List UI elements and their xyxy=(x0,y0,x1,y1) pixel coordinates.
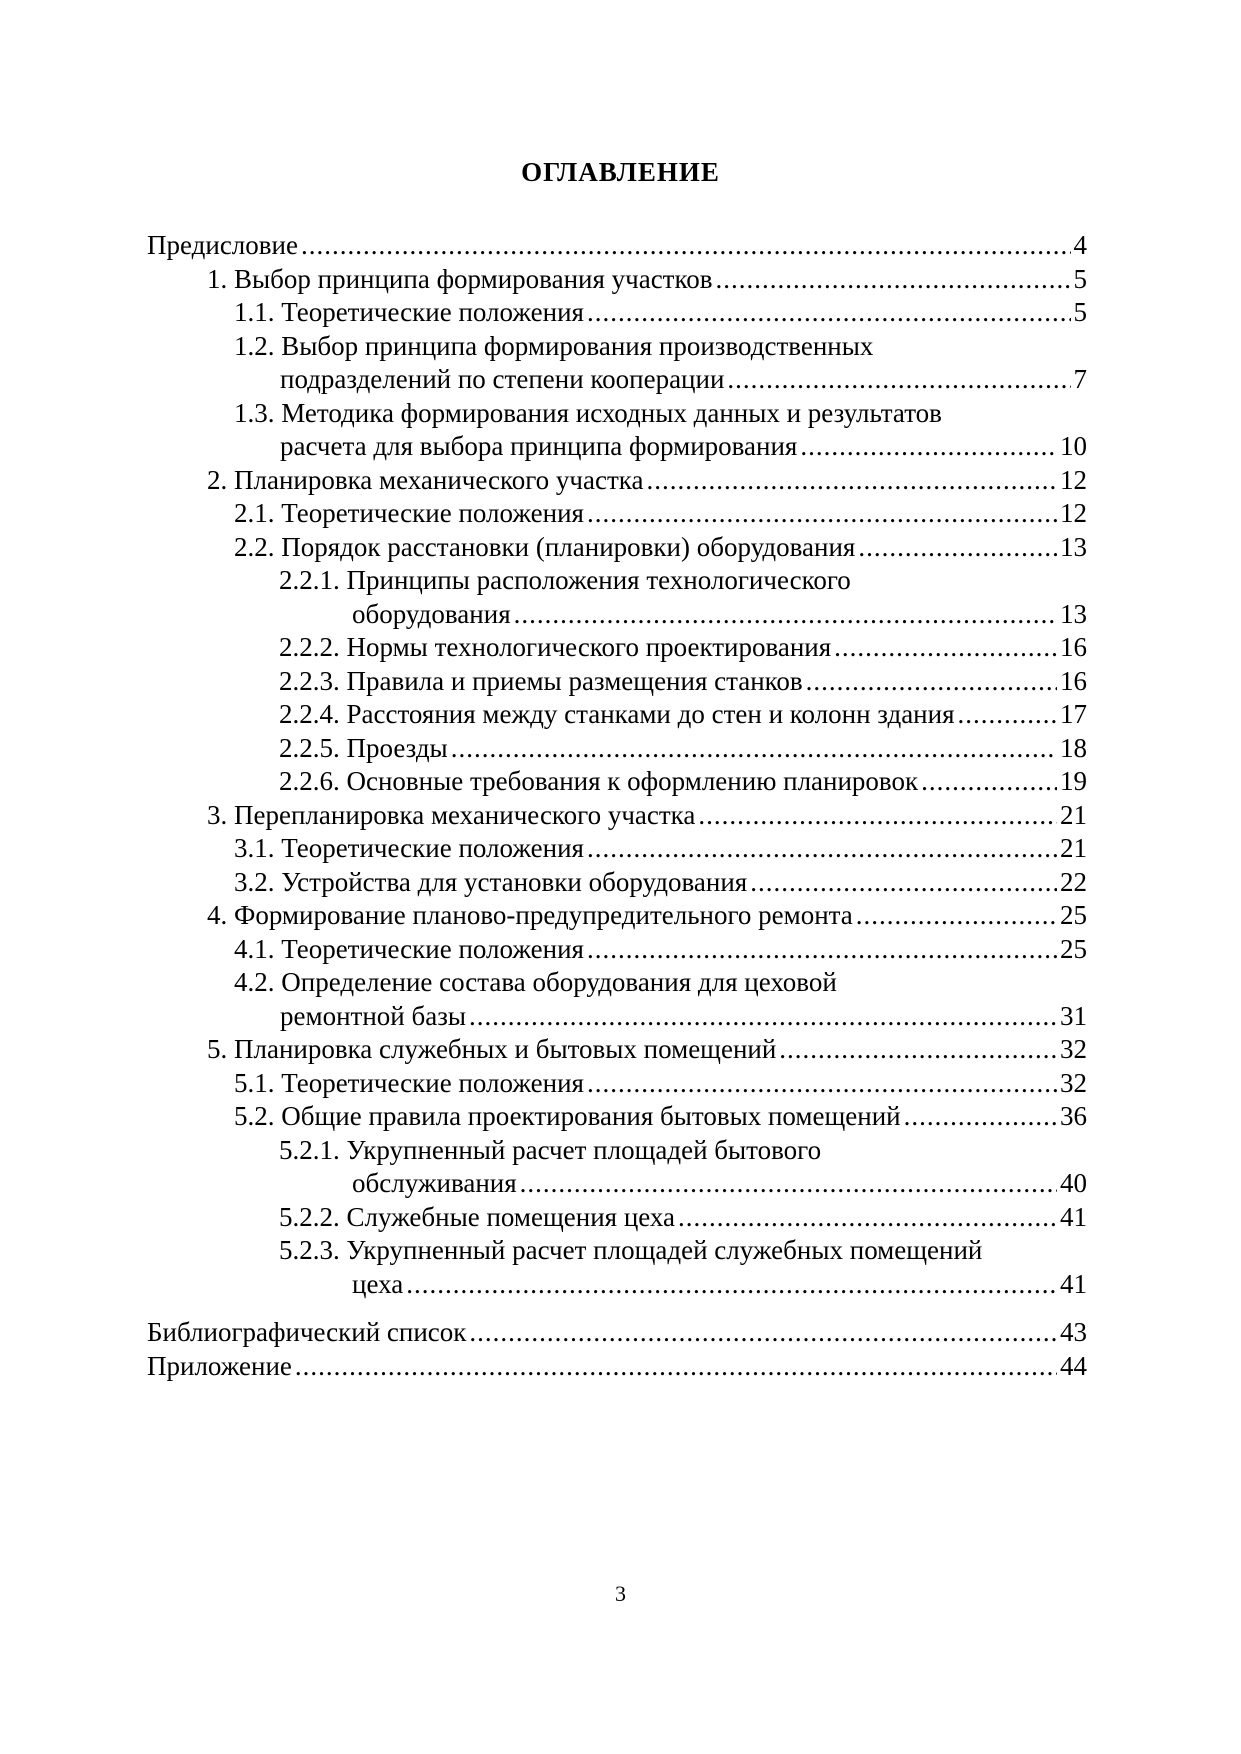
toc-entry xyxy=(147,933,1087,967)
toc-entry-title: 3.1. Теоретические положения xyxy=(234,833,584,863)
toc-entry-title: 1. Выбор принципа формирования участков xyxy=(207,263,713,294)
toc-entry-title: Приложение xyxy=(147,1350,292,1381)
dot-leader xyxy=(520,1167,1057,1201)
toc-entry-title: 2.2.3. Правила и приемы размещения станков xyxy=(279,665,803,696)
toc-entry-page: 12 xyxy=(1060,464,1087,495)
toc-entry-page: 10 xyxy=(1060,431,1087,461)
toc-entry-title: Библиографический список xyxy=(147,1317,467,1347)
toc-entry-page: 43 xyxy=(1060,1317,1087,1347)
toc-entry xyxy=(147,464,1087,498)
toc-entry xyxy=(147,665,1087,699)
toc-entry xyxy=(147,1234,1087,1301)
toc-entry xyxy=(147,966,1087,1033)
toc-entry xyxy=(147,732,1087,766)
toc-entry xyxy=(147,1033,1087,1067)
toc-entry xyxy=(147,330,1087,397)
toc-entry-page: 19 xyxy=(1060,766,1087,796)
toc-entry-page: 16 xyxy=(1060,665,1087,696)
toc-entry-page: 31 xyxy=(1060,1000,1087,1031)
toc-entry-title-line1: 1.2. Выбор принципа формирования производственных xyxy=(234,330,874,361)
dot-leader xyxy=(469,1000,1057,1034)
dot-leader xyxy=(406,1268,1057,1302)
toc-entry xyxy=(147,497,1087,531)
toc-entry-title: цеха xyxy=(352,1268,404,1299)
toc-entry-title: ремонтной базы xyxy=(280,1000,466,1031)
dot-leader xyxy=(587,832,1057,866)
toc-entry-page: 13 xyxy=(1060,531,1087,562)
dot-leader xyxy=(806,665,1057,699)
dot-leader xyxy=(451,732,1057,766)
toc-entry-title: 5.1. Теоретические положения xyxy=(234,1067,584,1098)
toc-entry-page: 40 xyxy=(1060,1168,1087,1198)
dot-leader xyxy=(678,1201,1057,1235)
toc-entry xyxy=(147,1067,1087,1101)
toc-entry-page: 41 xyxy=(1060,1201,1087,1232)
toc-entry-page: 21 xyxy=(1060,833,1087,863)
toc-entry-title: 2.2.6. Основные требования к оформлению планировок xyxy=(279,766,919,796)
toc-entry-title: обслуживания xyxy=(352,1168,517,1198)
toc-entry-title: 2. Планировка механического участка xyxy=(207,464,644,495)
dot-leader xyxy=(587,933,1057,967)
toc-entry-page: 12 xyxy=(1060,498,1087,528)
dot-leader xyxy=(698,799,1057,833)
toc-entry-page: 16 xyxy=(1060,632,1087,662)
toc-entry xyxy=(147,631,1087,665)
toc-entry-page: 25 xyxy=(1060,900,1087,930)
dot-leader xyxy=(295,1350,1057,1384)
toc-entry-page: 5 xyxy=(1073,297,1087,327)
toc-entry xyxy=(147,263,1087,297)
toc-entry-title: 3.2. Устройства для установки оборудования xyxy=(234,866,748,897)
toc-entry-title-line1: 5.2.1. Укрупненный расчет площадей бытового xyxy=(279,1134,822,1165)
dot-leader xyxy=(856,899,1057,933)
dot-leader xyxy=(904,1100,1057,1134)
toc-entry-page: 32 xyxy=(1060,1067,1087,1098)
toc-entry-page: 25 xyxy=(1060,933,1087,964)
toc-entry-title: 2.2.4. Расстояния между станками до стен и колонн здания xyxy=(279,699,955,729)
toc-entry-title-line1: 1.3. Методика формирования исходных данных и результатов xyxy=(234,397,942,428)
dot-leader xyxy=(646,464,1057,498)
toc-entry-title: 5.2. Общие правила проектирования бытовых помещений xyxy=(234,1101,901,1131)
toc-entry-title-line1: 4.2. Определение состава оборудования для цеховой xyxy=(234,967,837,997)
dot-leader xyxy=(587,296,1071,330)
toc-entry xyxy=(147,866,1087,900)
toc-entry xyxy=(147,397,1087,464)
toc-entry-title: 5. Планировка служебных и бытовых помещений xyxy=(207,1034,777,1064)
toc-entry-title: подразделений по степени кооперации xyxy=(280,364,725,394)
toc-entry-title: оборудования xyxy=(352,598,511,629)
dot-leader xyxy=(779,1033,1057,1067)
toc-entry-title: 3. Перепланировка механического участка xyxy=(207,799,696,830)
dot-leader xyxy=(301,229,1071,263)
toc-entry-title: 2.1. Теоретические положения xyxy=(234,498,584,528)
toc-entry-title: 2.2. Порядок расстановки (планировки) оборудования xyxy=(234,531,856,562)
toc-entry xyxy=(147,832,1087,866)
dot-leader xyxy=(469,1316,1057,1350)
dot-leader xyxy=(750,866,1057,900)
toc-entry-page: 7 xyxy=(1073,364,1087,394)
toc-entry-page: 32 xyxy=(1060,1034,1087,1064)
toc-entry-page: 13 xyxy=(1060,598,1087,629)
toc-entry-title: Предисловие xyxy=(147,230,298,260)
toc-entry-title: 4. Формирование планово-предупредительного ремонта xyxy=(207,900,853,930)
toc-entry xyxy=(147,229,1087,263)
toc-entry-title: 2.2.5. Проезды xyxy=(279,732,448,763)
dot-leader xyxy=(587,1067,1057,1101)
toc-entry-title: 1.1. Теоретические положения xyxy=(234,297,584,327)
page-title: ОГЛАВЛЕНИЕ xyxy=(521,157,720,187)
toc-entry-title-line1: 5.2.3. Укрупненный расчет площадей служебных помещений xyxy=(279,1235,983,1265)
toc-entry xyxy=(147,296,1087,330)
table-of-contents xyxy=(147,229,1087,1383)
toc-entry xyxy=(147,1134,1087,1201)
toc-entry-title: 5.2.2. Служебные помещения цеха xyxy=(279,1201,676,1232)
dot-leader xyxy=(800,430,1057,464)
toc-entry-page: 18 xyxy=(1060,732,1087,763)
dot-leader xyxy=(715,263,1070,297)
toc-entry-title: расчета для выбора принципа формирования xyxy=(280,431,798,461)
toc-entry xyxy=(147,698,1087,732)
toc-entry-title: 2.2.2. Нормы технологического проектирования xyxy=(279,632,832,662)
toc-entry xyxy=(147,531,1087,565)
toc-entry xyxy=(147,799,1087,833)
toc-entry xyxy=(147,564,1087,631)
dot-leader xyxy=(834,631,1057,665)
toc-entry xyxy=(147,1201,1087,1235)
toc-entry-page: 22 xyxy=(1060,866,1087,897)
toc-entry-page: 17 xyxy=(1060,699,1087,729)
toc-entry-page: 4 xyxy=(1073,230,1087,260)
dot-leader xyxy=(958,698,1057,732)
toc-entry-page: 21 xyxy=(1060,799,1087,830)
dot-leader xyxy=(858,531,1057,565)
toc-entry xyxy=(147,899,1087,933)
dot-leader xyxy=(727,363,1070,397)
dot-leader xyxy=(514,598,1057,632)
toc-entry-title: 4.1. Теоретические положения xyxy=(234,933,584,964)
toc-entry-page: 41 xyxy=(1060,1268,1087,1299)
dot-leader xyxy=(921,765,1057,799)
toc-entry-title-line1: 2.2.1. Принципы расположения технологического xyxy=(279,565,851,595)
toc-entry-page: 36 xyxy=(1060,1101,1087,1131)
toc-entry xyxy=(147,765,1087,799)
page-number: 3 xyxy=(615,1581,626,1606)
dot-leader xyxy=(587,497,1057,531)
toc-entry-page: 5 xyxy=(1073,263,1087,294)
toc-entry-page: 44 xyxy=(1060,1350,1087,1381)
toc-entry xyxy=(147,1100,1087,1134)
toc-entry xyxy=(147,1316,1087,1350)
toc-entry xyxy=(147,1350,1087,1384)
